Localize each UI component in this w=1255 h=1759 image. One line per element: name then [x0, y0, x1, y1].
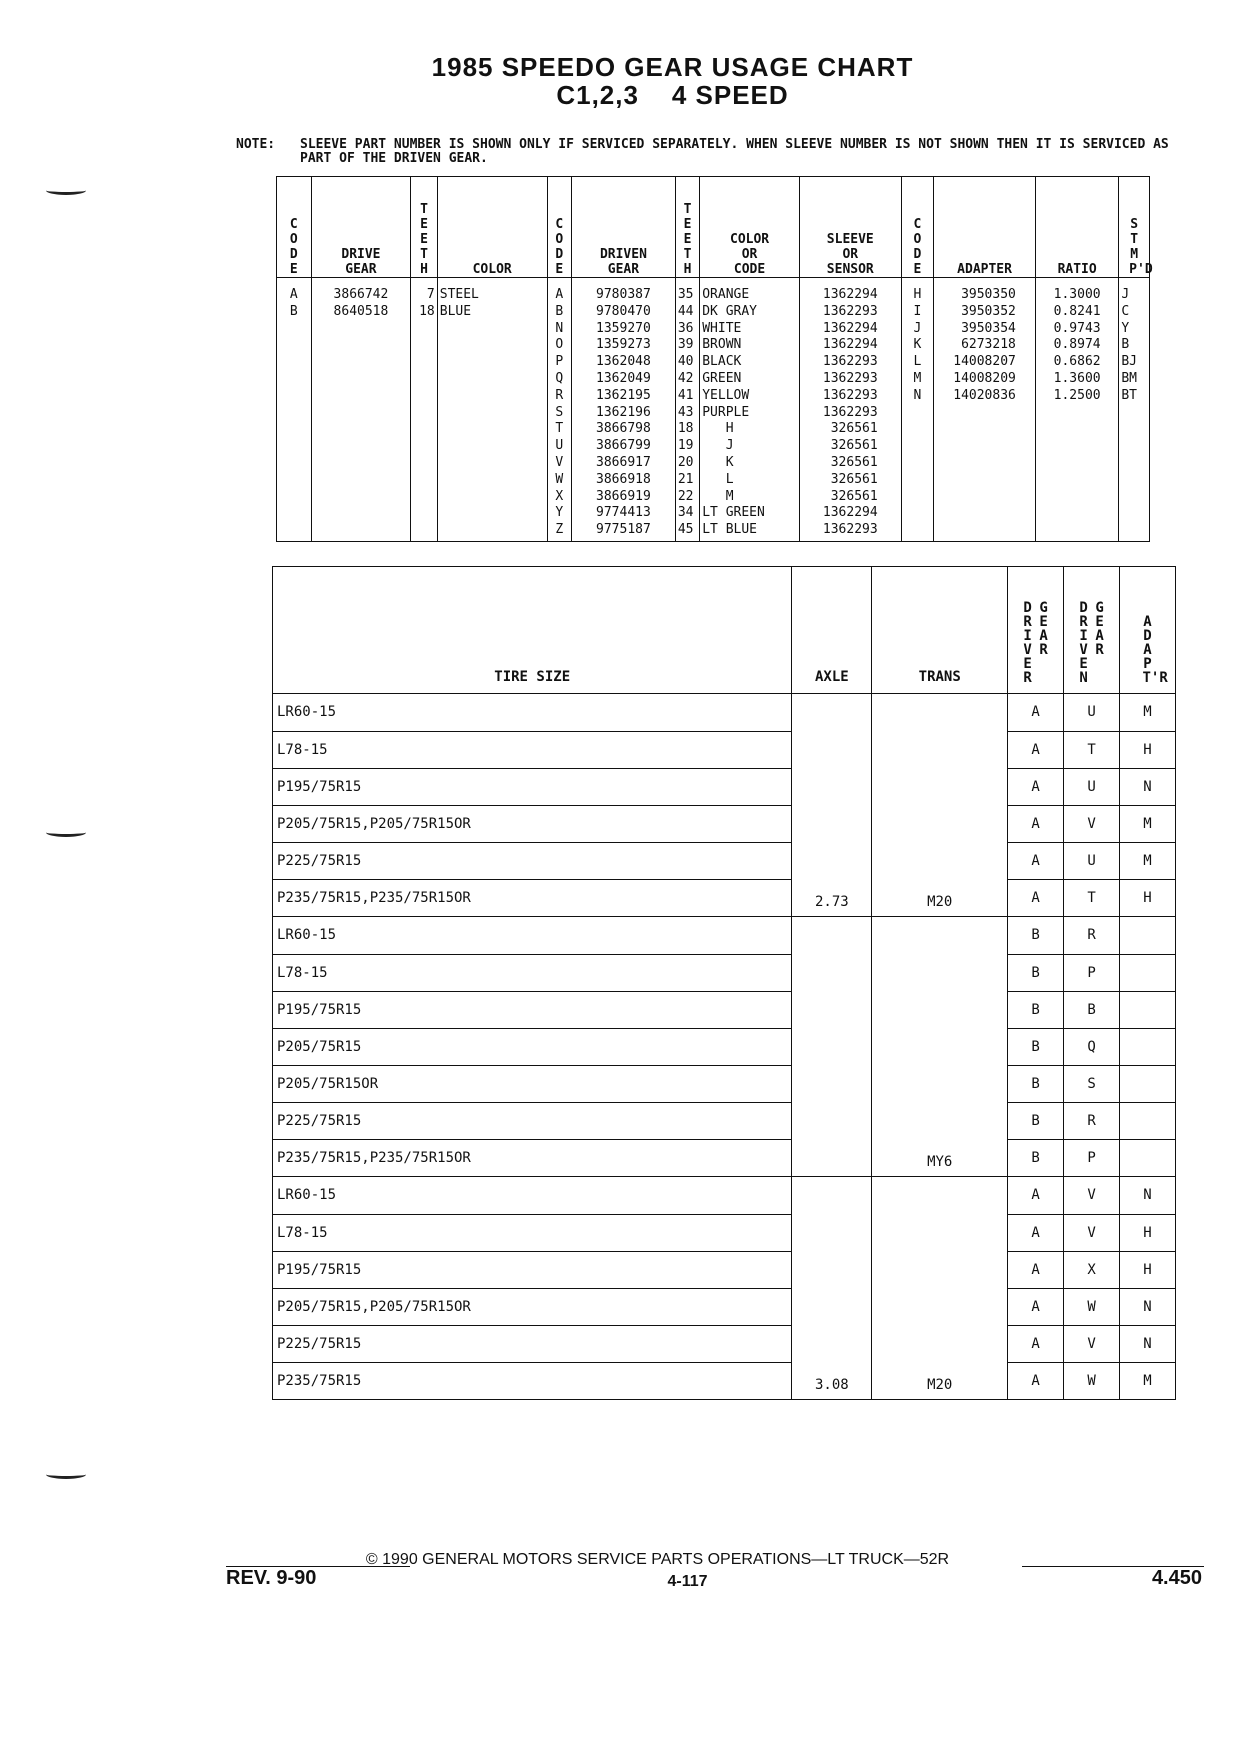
- drive-gear-code-cell: B: [1008, 954, 1064, 991]
- axle-cell: [792, 1102, 872, 1139]
- header-color-drive: COLOR: [437, 177, 547, 278]
- tire-size-cell: LR60-15: [273, 694, 792, 732]
- chart-title: 1985 SPEEDO GEAR USAGE CHART: [431, 52, 914, 82]
- tire-size-cell: P235/75R15,P235/75R15OR: [273, 1139, 792, 1177]
- tire-size-cell: P195/75R15: [273, 1251, 792, 1288]
- table-row: [273, 1288, 1176, 1325]
- axle-cell: [792, 731, 872, 768]
- col-teeth-driven: 35 44 36 39 40 42 41 43 18 19 20 21 22 34 45: [675, 278, 699, 542]
- adapter-code-cell: H: [1120, 1214, 1176, 1251]
- trans-cell: [872, 1214, 1008, 1251]
- note-label: NOTE:: [236, 137, 276, 152]
- col-color-drive: STEEL BLUE: [437, 278, 547, 542]
- table-row: [273, 1177, 1176, 1215]
- trans-cell: [872, 731, 1008, 768]
- tire-size-cell: P225/75R15: [273, 1102, 792, 1139]
- tire-size-cell: LR60-15: [273, 917, 792, 955]
- driven-gear-code-cell: R: [1064, 1102, 1120, 1139]
- drive-gear-code-cell: A: [1008, 694, 1064, 732]
- header-code-adapter: CODE: [901, 177, 934, 278]
- driven-gear-code-cell: W: [1064, 1362, 1120, 1400]
- axle-cell: [792, 1139, 872, 1177]
- driven-gear-code-cell: U: [1064, 842, 1120, 879]
- driven-gear-code-cell: S: [1064, 1065, 1120, 1102]
- header-trans: TRANS: [872, 567, 1008, 694]
- driven-gear-code-cell: P: [1064, 1139, 1120, 1177]
- note-text: SLEEVE PART NUMBER IS SHOWN ONLY IF SERVICED SEPARATELY. WHEN SLEEVE NUMBER IS NOT SHOWN THEN IT IS SERVICED AS PART OF THE DRIVEN GEAR.: [300, 137, 1169, 166]
- binder-hole-mark: [46, 828, 86, 837]
- table-row: [273, 694, 1176, 732]
- axle-cell: [792, 694, 872, 732]
- drive-gear-code-cell: A: [1008, 1325, 1064, 1362]
- trans-cell: [872, 1325, 1008, 1362]
- drive-gear-code-cell: A: [1008, 805, 1064, 842]
- drive-gear-code-cell: B: [1008, 1139, 1064, 1177]
- drive-gear-code-cell: A: [1008, 1177, 1064, 1215]
- col-code-drive: A B: [277, 278, 312, 542]
- trans-cell: [872, 1102, 1008, 1139]
- header-tire-size: TIRE SIZE: [273, 567, 792, 694]
- header-code-drive: CODE: [277, 177, 312, 278]
- adapter-code-cell: M: [1120, 842, 1176, 879]
- driven-gear-code-cell: U: [1064, 694, 1120, 732]
- adapter-code-cell: [1120, 1028, 1176, 1065]
- table-row: [273, 879, 1176, 917]
- binder-hole-mark: [46, 1470, 86, 1479]
- tire-size-cell: P205/75R15,P205/75R15OR: [273, 1288, 792, 1325]
- table-row: [273, 768, 1176, 805]
- trans-cell: MY6: [872, 1139, 1008, 1177]
- drive-gear-code-cell: B: [1008, 991, 1064, 1028]
- header-axle: AXLE: [792, 567, 872, 694]
- adapter-code-cell: [1120, 917, 1176, 955]
- drive-gear-code-cell: A: [1008, 768, 1064, 805]
- usage-table-header: [273, 567, 1176, 694]
- table-row: [273, 1028, 1176, 1065]
- header-adapter: ADAPTER: [934, 177, 1036, 278]
- tire-size-cell: LR60-15: [273, 1177, 792, 1215]
- trans-cell: [872, 954, 1008, 991]
- col-driven-gear: 9780387 9780470 1359270 1359273 1362048 1362049 1362195 1362196 3866798 3866799 3866917 3866918 3866919 9774413 9775187: [572, 278, 676, 542]
- table-row: [273, 954, 1176, 991]
- trans-cell: [872, 1177, 1008, 1215]
- col-code-adapter: H I J K L M N: [901, 278, 934, 542]
- footer-page-number: 4-117: [667, 1573, 708, 1590]
- axle-cell: [792, 954, 872, 991]
- header-color-code: COLOR OR CODE: [700, 177, 800, 278]
- header-drive-gear: DRIVE GEAR: [311, 177, 411, 278]
- axle-cell: [792, 1177, 872, 1215]
- tire-size-cell: P205/75R15,P205/75R15OR: [273, 805, 792, 842]
- trans-cell: [872, 805, 1008, 842]
- adapter-code-cell: [1120, 1139, 1176, 1177]
- tire-size-cell: P235/75R15,P235/75R15OR: [273, 879, 792, 917]
- adapter-code-cell: [1120, 991, 1176, 1028]
- tire-size-cell: L78-15: [273, 1214, 792, 1251]
- tire-size-cell: P205/75R15OR: [273, 1065, 792, 1102]
- adapter-code-cell: H: [1120, 879, 1176, 917]
- tire-size-cell: P225/75R15: [273, 1325, 792, 1362]
- header-sleeve-sensor: SLEEVE OR SENSOR: [799, 177, 901, 278]
- trans-cell: M20: [872, 1362, 1008, 1400]
- drive-gear-code-cell: A: [1008, 1288, 1064, 1325]
- table-row: [273, 1102, 1176, 1139]
- header-stamped: STMP'D: [1119, 177, 1150, 278]
- binder-hole-mark: [46, 186, 86, 195]
- adapter-code-cell: H: [1120, 731, 1176, 768]
- drive-gear-code-cell: B: [1008, 1065, 1064, 1102]
- tire-size-cell: P195/75R15: [273, 768, 792, 805]
- driven-gear-code-cell: V: [1064, 1214, 1120, 1251]
- adapter-code-cell: N: [1120, 768, 1176, 805]
- note: [236, 138, 1206, 166]
- driven-gear-code-cell: Q: [1064, 1028, 1120, 1065]
- table-row: [273, 917, 1176, 955]
- gear-table-body: [277, 278, 1150, 542]
- adapter-code-cell: M: [1120, 1362, 1176, 1400]
- col-code-driven: A B N O P Q R S T U V W X Y Z: [547, 278, 571, 542]
- axle-cell: [792, 1028, 872, 1065]
- adapter-code-cell: N: [1120, 1177, 1176, 1215]
- driven-gear-code-cell: U: [1064, 768, 1120, 805]
- table-row: [273, 1362, 1176, 1400]
- col-sleeve-sensor: 1362294 1362293 1362294 1362294 1362293 1362293 1362293 1362293 326561 326561 326561 326561 326561 1362294 1362293: [799, 278, 901, 542]
- adapter-code-cell: H: [1120, 1251, 1176, 1288]
- header-code-driven: CODE: [547, 177, 571, 278]
- table-row: [273, 842, 1176, 879]
- table-row: [273, 1214, 1176, 1251]
- drive-gear-code-cell: B: [1008, 1028, 1064, 1065]
- tire-size-cell: P225/75R15: [273, 842, 792, 879]
- axle-cell: [792, 768, 872, 805]
- adapter-code-cell: [1120, 1065, 1176, 1102]
- col-color-code: ORANGE DK GRAY WHITE BROWN BLACK GREEN YELLOW PURPLE H J K L M LT GREEN LT BLUE: [700, 278, 800, 542]
- driven-gear-code-cell: X: [1064, 1251, 1120, 1288]
- driven-gear-code-cell: V: [1064, 805, 1120, 842]
- driven-gear-code-cell: V: [1064, 1325, 1120, 1362]
- table-row: [273, 1251, 1176, 1288]
- trans-cell: [872, 991, 1008, 1028]
- footer-revision: REV. 9-90: [226, 1567, 317, 1589]
- footer-section-number: 4.450: [1151, 1567, 1202, 1589]
- trans-cell: [872, 1288, 1008, 1325]
- axle-cell: [792, 1065, 872, 1102]
- tire-size-cell: P205/75R15: [273, 1028, 792, 1065]
- tire-size-cell: L78-15: [273, 731, 792, 768]
- trans-cell: [872, 917, 1008, 955]
- trans-cell: [872, 694, 1008, 732]
- adapter-code-cell: [1120, 1102, 1176, 1139]
- trans-cell: [872, 1065, 1008, 1102]
- axle-cell: 2.73: [792, 879, 872, 917]
- axle-cell: [792, 1325, 872, 1362]
- drive-gear-code-cell: B: [1008, 917, 1064, 955]
- driven-gear-code-cell: W: [1064, 1288, 1120, 1325]
- driven-gear-code-cell: P: [1064, 954, 1120, 991]
- drive-gear-code-cell: A: [1008, 1362, 1064, 1400]
- table-row: [273, 731, 1176, 768]
- trans-cell: [872, 768, 1008, 805]
- col-drive-gear: 3866742 8640518: [311, 278, 411, 542]
- table-row: [273, 1065, 1176, 1102]
- axle-cell: [792, 1288, 872, 1325]
- header-drive-gear-code: DRIVER GEAR: [1008, 567, 1064, 694]
- col-ratio: 1.3000 0.8241 0.9743 0.8974 0.6862 1.3600 1.2500: [1035, 278, 1118, 542]
- gear-table: [276, 176, 1153, 542]
- drive-gear-code-cell: A: [1008, 1214, 1064, 1251]
- driven-gear-code-cell: V: [1064, 1177, 1120, 1215]
- axle-cell: [792, 917, 872, 955]
- usage-table: [272, 566, 1176, 1400]
- adapter-code-cell: M: [1120, 805, 1176, 842]
- axle-cell: [792, 1251, 872, 1288]
- tire-size-cell: L78-15: [273, 954, 792, 991]
- adapter-code-cell: N: [1120, 1325, 1176, 1362]
- axle-cell: 3.08: [792, 1362, 872, 1400]
- header-adapter-code: ADAPT'R: [1120, 567, 1176, 694]
- axle-cell: [792, 842, 872, 879]
- table-row: [273, 1139, 1176, 1177]
- adapter-code-cell: [1120, 954, 1176, 991]
- col-stamped: J C Y B BJ BM BT: [1119, 278, 1150, 542]
- adapter-code-cell: N: [1120, 1288, 1176, 1325]
- col-teeth-drive: 7 18: [411, 278, 437, 542]
- table-row: [273, 805, 1176, 842]
- driven-gear-code-cell: R: [1064, 917, 1120, 955]
- footer-copyright: © 1990 GENERAL MOTORS SERVICE PARTS OPERATIONS—LT TRUCK—52R: [365, 1551, 950, 1568]
- axle-cell: [792, 1214, 872, 1251]
- drive-gear-code-cell: A: [1008, 842, 1064, 879]
- drive-gear-code-cell: B: [1008, 1102, 1064, 1139]
- axle-cell: [792, 805, 872, 842]
- header-teeth-drive: TEETH: [411, 177, 437, 278]
- tire-size-cell: P195/75R15: [273, 991, 792, 1028]
- header-driven-gear-code: DRIVEN GEAR: [1064, 567, 1120, 694]
- header-ratio: RATIO: [1035, 177, 1118, 278]
- driven-gear-code-cell: B: [1064, 991, 1120, 1028]
- col-adapter: 3950350 3950352 3950354 6273218 14008207 14008209 14020836: [934, 278, 1036, 542]
- drive-gear-code-cell: A: [1008, 1251, 1064, 1288]
- adapter-code-cell: M: [1120, 694, 1176, 732]
- header-driven-gear: DRIVEN GEAR: [572, 177, 676, 278]
- driven-gear-code-cell: T: [1064, 731, 1120, 768]
- trans-cell: [872, 842, 1008, 879]
- trans-cell: [872, 1028, 1008, 1065]
- header-teeth-driven: TEETH: [675, 177, 699, 278]
- axle-cell: [792, 991, 872, 1028]
- trans-cell: M20: [872, 879, 1008, 917]
- drive-gear-code-cell: A: [1008, 731, 1064, 768]
- usage-table-body: [273, 694, 1176, 1400]
- trans-cell: [872, 1251, 1008, 1288]
- table-row: [273, 1325, 1176, 1362]
- tire-size-cell: P235/75R15: [273, 1362, 792, 1400]
- driven-gear-code-cell: T: [1064, 879, 1120, 917]
- table-row: [273, 991, 1176, 1028]
- drive-gear-code-cell: A: [1008, 879, 1064, 917]
- gear-table-header: [277, 177, 1150, 278]
- chart-subtitle: C1,2,3 4 SPEED: [556, 80, 789, 110]
